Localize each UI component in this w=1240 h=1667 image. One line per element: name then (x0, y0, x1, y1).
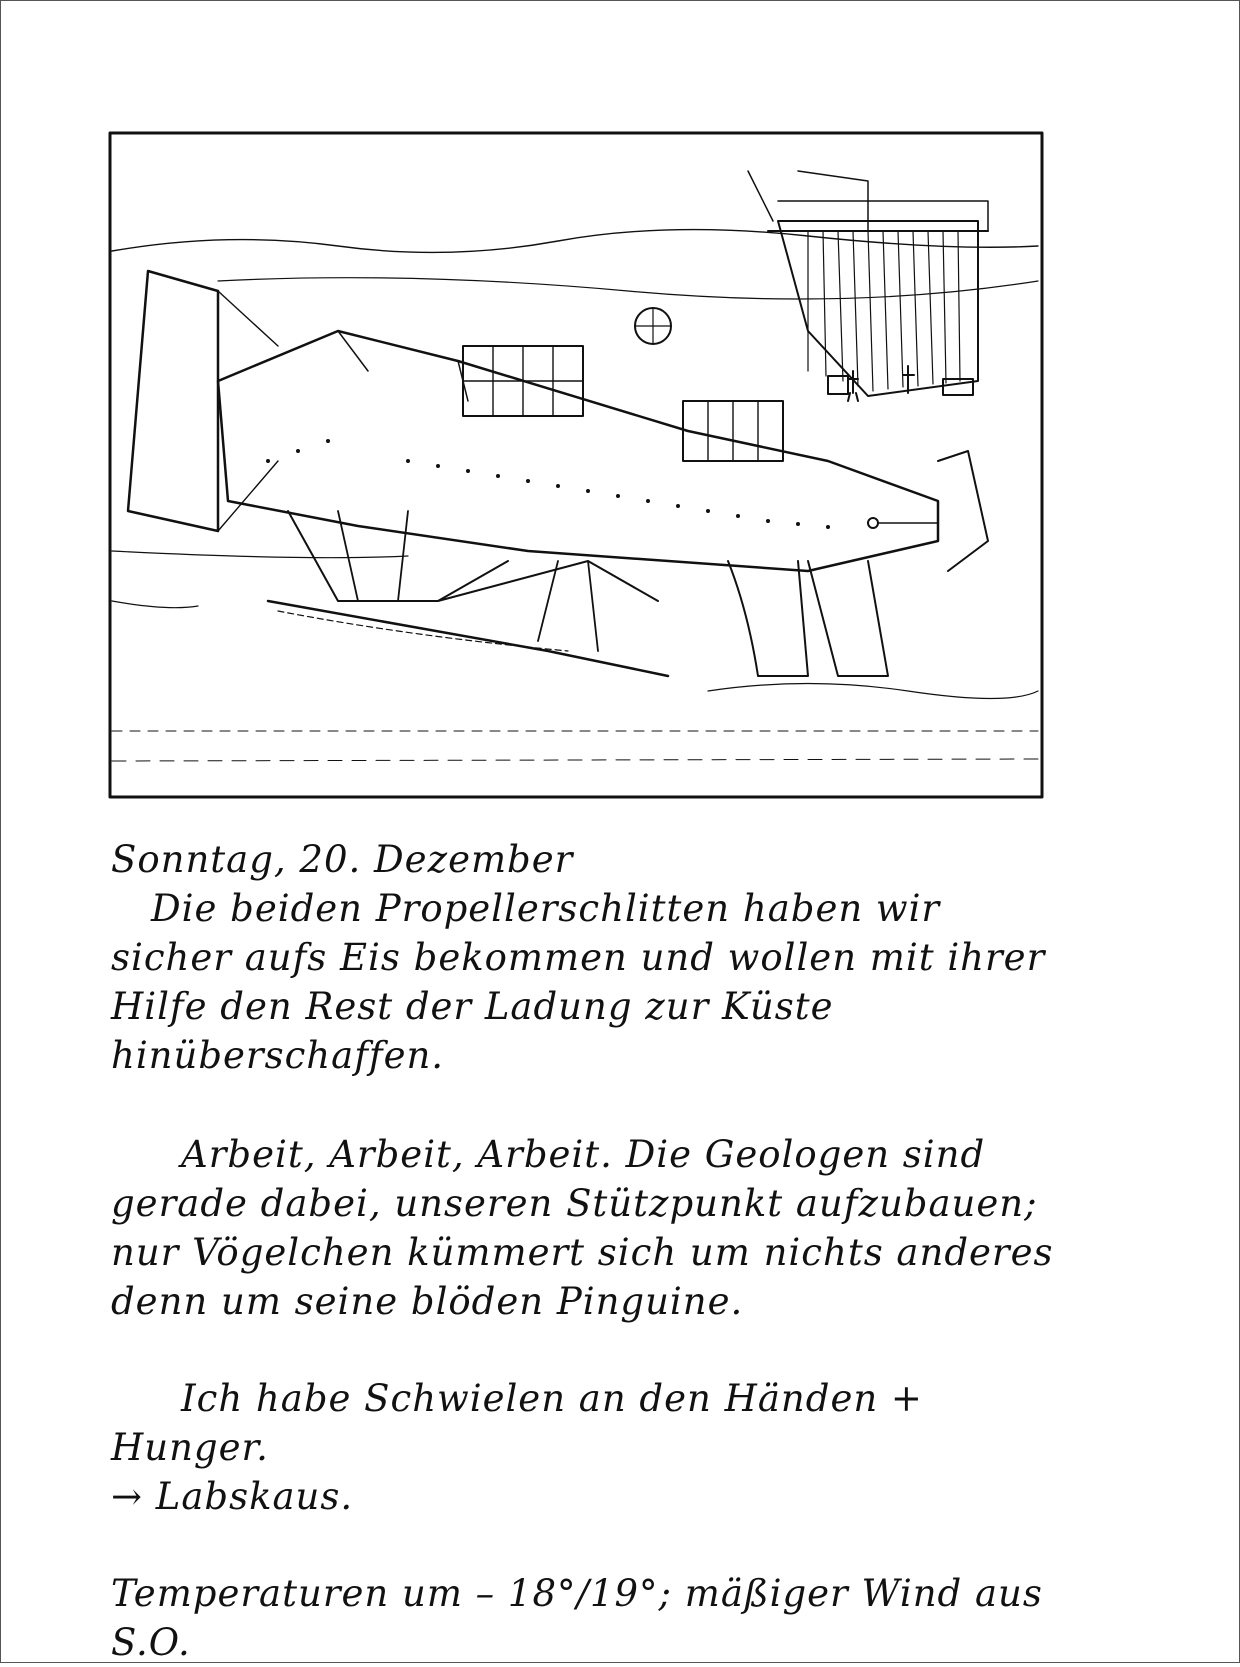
entry-paragraph: Arbeit, Arbeit, Arbeit. Die Geologen sind gerade dabei, unseren Stützpunkt aufzubauen; nur Vögelchen kümmert sich um nichts anderes denn um seine blöden Pinguine. (111, 1133, 1054, 1323)
entry-date: Sonntag, 20. Dezember (111, 838, 574, 881)
sketch-illustration (108, 131, 1044, 799)
entry-paragraph: Ich habe Schwielen an den Händen + Hunger. (111, 1377, 923, 1469)
diary-entry (111, 835, 1071, 1667)
entry-paragraph: → Labskaus. (111, 1475, 354, 1518)
entry-paragraph: Temperaturen um – 18°/19°; mäßiger Wind aus S.O. (111, 1572, 1043, 1664)
entry-paragraph: Die beiden Propellerschlitten haben wir sicher aufs Eis bekommen und wollen mit ihrer Hilfe den Rest der Ladung zur Küste hinüberschaffen. (111, 887, 1046, 1077)
